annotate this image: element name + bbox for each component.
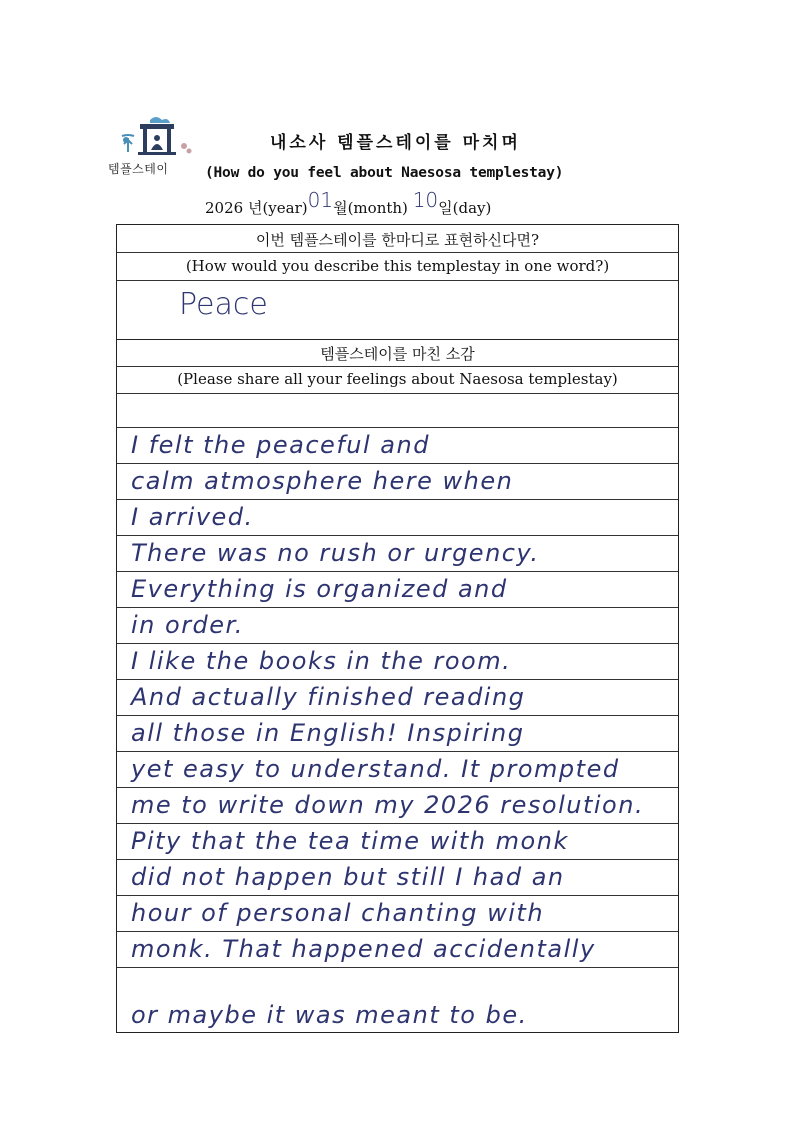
page-title: 내소사 템플스테이를 마치며: [270, 133, 521, 153]
ruled-line: [117, 535, 678, 536]
answer-line: There was no rush or urgency.: [131, 539, 540, 567]
answer-line: or maybe it was meant to be.: [131, 1001, 528, 1029]
ruled-line: [117, 895, 678, 896]
year-value: 2026: [205, 199, 244, 217]
answer-line: I like the books in the room.: [131, 647, 512, 675]
row-divider: [117, 252, 678, 253]
ruled-line: [117, 931, 678, 932]
row-divider: [117, 393, 678, 394]
question2-english: (Please share all your feelings about Naesosa templestay): [177, 370, 618, 388]
answer-line: Everything is organized and: [131, 575, 508, 603]
question1-english: (How would you describe this templestay in one word?): [185, 257, 610, 275]
ruled-line: [117, 571, 678, 572]
ruled-line: [117, 859, 678, 860]
answer-line: I felt the peaceful and: [131, 431, 430, 459]
answer-line: in order.: [131, 611, 244, 639]
answer-line: did not happen but still I had an: [131, 863, 565, 891]
ruled-line: [117, 787, 678, 788]
month-value: 01: [307, 188, 334, 212]
ruled-line: [117, 715, 678, 716]
feedback-form: [116, 224, 679, 1033]
row-divider: [117, 366, 678, 367]
answer-line: yet easy to understand. It prompted: [131, 755, 620, 783]
answer-line: I arrived.: [131, 503, 254, 531]
section-divider: [117, 339, 678, 340]
answer-line: all those in English! Inspiring: [131, 719, 525, 747]
question1-korean: 이번 템플스테이를 한마디로 표현하신다면?: [255, 231, 540, 249]
date-line: [205, 188, 492, 218]
ruled-line: [117, 607, 678, 608]
day-value: 10: [412, 188, 439, 212]
answer-line: Pity that the tea time with monk: [131, 827, 569, 855]
ruled-line: [117, 463, 678, 464]
page-subtitle: (How do you feel about Naesosa templestay): [205, 165, 564, 181]
logo-text: 템플스테이: [108, 162, 169, 176]
day-label: 일(day): [438, 199, 492, 217]
month-label: 월(month): [333, 199, 408, 217]
ruled-line: [117, 967, 678, 968]
answer-line: monk. That happened accidentally: [131, 935, 596, 963]
ruled-line: [117, 427, 678, 428]
answer-line: And actually finished reading: [131, 683, 526, 711]
question1-answer: Peace: [179, 287, 268, 322]
row-divider: [117, 280, 678, 281]
ruled-line: [117, 679, 678, 680]
answer-line: calm atmosphere here when: [131, 467, 514, 495]
ruled-line: [117, 643, 678, 644]
ruled-line: [117, 751, 678, 752]
question2-korean: 템플스테이를 마친 소감: [320, 345, 475, 363]
ruled-line: [117, 823, 678, 824]
year-label: 년(year): [247, 199, 308, 217]
answer-line: me to write down my 2026 resolution.: [131, 791, 645, 819]
ruled-line: [117, 499, 678, 500]
answer-line: hour of personal chanting with: [131, 899, 545, 927]
